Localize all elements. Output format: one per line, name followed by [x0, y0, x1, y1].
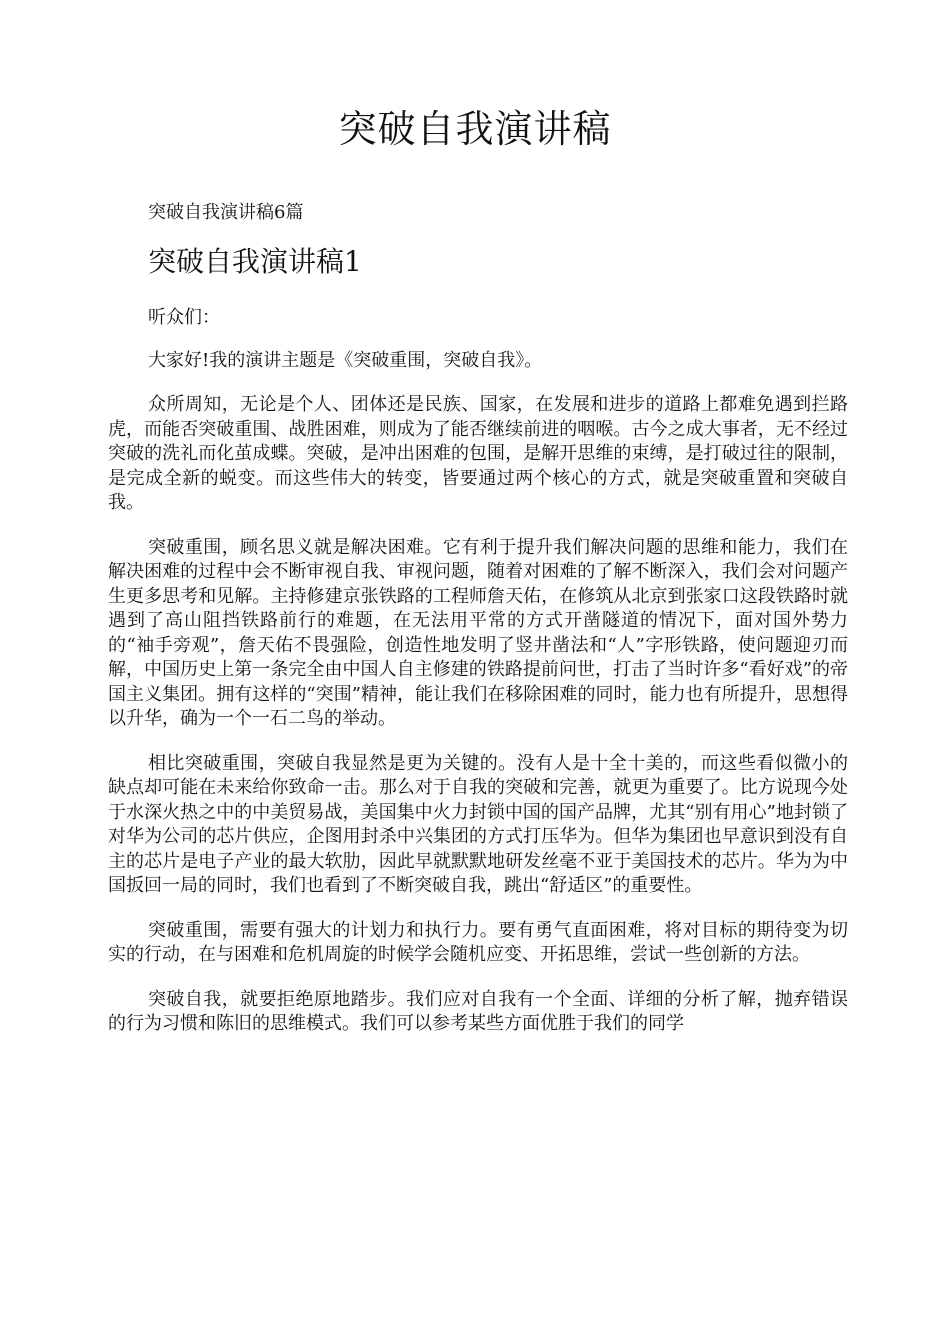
paragraph-greeting: 大家好!我的演讲主题是《突破重围，突破自我》。: [148, 349, 543, 371]
paragraph-body: 突破重围，顾名思义就是解决困难。它有利于提升我们解决问题的思维和能力，我们在解决困难的过程中会不断审视自我、审视问题，随着对困难的了解不断深入，我们会对问题产生更多思考和见解。主持修建京张铁路的工程师詹天佑，在修筑从北京到张家口这段铁路时就遇到了高山阻挡铁路前行的难题，在无法用平常的方式开凿隧道的情况下，面对国外势力的“袖手旁观”，詹天佑不畏强险，创造性地发明了竖井凿法和“人”字形铁路，使问题迎刃而解，中国历史上第一条完全由中国人自主修建的铁路提前问世，打击了当时许多“看好戏”的帝国主义集团。拥有这样的“突围”精神，能让我们在移除困难的同时，能力也有所提升，思想得以升华，确为一个一石二鸟的举动。: [108, 536, 848, 729]
section-heading: 突破自我演讲稿1: [148, 245, 362, 278]
paragraph-body: 突破自我，就要拒绝原地踏步。我们应对自我有一个全面、详细的分析了解，抛弃错误的行为习惯和陈旧的思维模式。我们可以参考某些方面优胜于我们的同学: [108, 988, 848, 1034]
paragraph-body: 相比突破重围，突破自我显然是更为关键的。没有人是十全十美的，而这些看似微小的缺点却可能在未来给你致命一击。那么对于自我的突破和完善，就更为重要了。比方说现今处于水深火热之中的中美贸易战，美国集中火力封锁中国的国产品牌，尤其“别有用心”地封锁了对华为公司的芯片供应，企图用封杀中兴集团的方式打压华为。但华为集团也早意识到没有自主的芯片是电子产业的最大软肋，因此早就默默地研发丝毫不亚于美国技术的芯片。华为为中国扳回一局的同时，我们也看到了不断突破自我，跳出“舒适区”的重要性。: [108, 752, 848, 896]
document-subtitle: 突破自我演讲稿6篇: [148, 202, 304, 223]
paragraph-salutation: 听众们：: [148, 307, 220, 328]
document-body: [108, 198, 848, 1037]
document-title: 突破自我演讲稿: [338, 107, 612, 151]
paragraph-body: 众所周知，无论是个人、团体还是民族、国家，在发展和进步的道路上都难免遇到拦路虎，而能否突破重围、战胜困难，则成为了能否继续前进的咽喉。古今之成大事者，无不经过突破的洗礼而化茧成蝶。突破，是冲出困难的包围，是解开思维的束缚，是打破过往的限制，是完成全新的蜕变。而这些伟大的转变，皆要通过两个核心的方式，就是突破重置和突破自我。: [108, 394, 848, 513]
paragraph-body: 突破重围，需要有强大的计划力和执行力。要有勇气直面困难，将对目标的期待变为切实的行动，在与困难和危机周旋的时候学会随机应变、开拓思维，尝试一些创新的方法。: [108, 919, 848, 965]
